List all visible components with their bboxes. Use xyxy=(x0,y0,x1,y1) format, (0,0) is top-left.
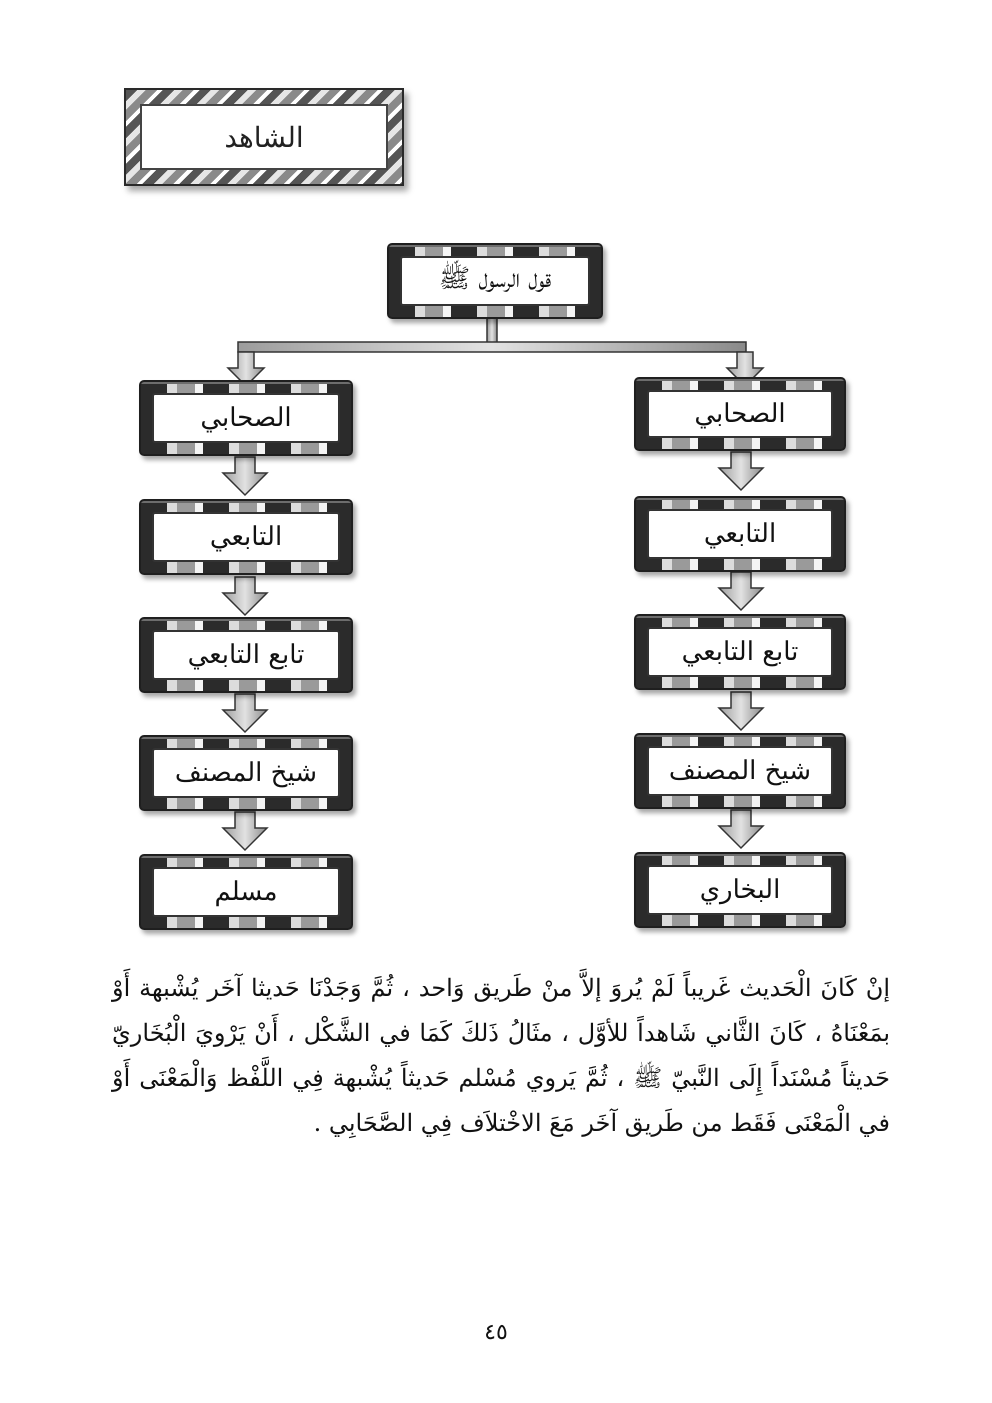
page-title: الشاهد xyxy=(140,104,388,170)
root-branch-connector xyxy=(238,318,746,352)
right-node-1-label: الصحابي xyxy=(647,390,833,438)
right-node-2 xyxy=(634,496,846,572)
left-arrow-3 xyxy=(223,694,267,732)
left-node-3 xyxy=(139,617,353,693)
left-node-1 xyxy=(139,380,353,456)
right-node-5 xyxy=(634,852,846,928)
right-node-4-label: شيخ المصنف xyxy=(647,746,833,796)
page-number: ٤٥ xyxy=(484,1320,508,1345)
right-arrow-3 xyxy=(719,692,763,730)
left-arrow-4 xyxy=(223,812,267,850)
left-node-2-label: التابعي xyxy=(152,512,340,562)
right-node-4 xyxy=(634,733,846,809)
right-node-5-label: البخاري xyxy=(647,865,833,915)
left-arrow-1 xyxy=(223,457,267,495)
root-node-label: قول الرسول ﷺ xyxy=(400,256,590,306)
left-node-5 xyxy=(139,854,353,930)
left-node-4 xyxy=(139,735,353,811)
right-arrow-1 xyxy=(719,452,763,490)
left-node-2 xyxy=(139,499,353,575)
right-node-1 xyxy=(634,377,846,451)
left-arrow-2 xyxy=(223,577,267,615)
root-node xyxy=(387,243,603,319)
left-node-3-label: تابع التابعي xyxy=(152,630,340,680)
body-paragraph: إنْ كَانَ الْحَديث غَريباً لَمْ يُروَ إلاَّ منْ طَريق وَاحد ، ثُمَّ وَجَدْنَا حَديثا آخَر يُشْبهة أَوْ بمَعْنَاهُ ، كَانَ الثَّاني شَاهداً للأوَّل ، مثَالُ ذَلكَ كَمَا في الشَّكْل ، أَنْ يَرْويَ الْبُخَاريّ حَديثاً مُسْنَداً إِلَى النَّبيّ ﷺ ، ثُمَّ يَروي مُسْلم حَديثاً يُشْبهة فِي اللَّفْظ وَالْمَعْنَى أَوْ في الْمَعْنَى فَقَط من طَريق آخَر مَعَ الاخْتلاَف فِي الصَّحَابِي . xyxy=(112,974,890,1137)
right-node-2-label: التابعي xyxy=(647,509,833,559)
left-node-4-label: شيخ المصنف xyxy=(152,748,340,798)
right-arrow-4 xyxy=(719,810,763,848)
right-node-3-label: تابع التابعي xyxy=(647,627,833,677)
right-arrow-2 xyxy=(719,572,763,610)
right-node-3 xyxy=(634,614,846,690)
left-node-1-label: الصحابي xyxy=(152,393,340,443)
left-node-5-label: مسلم xyxy=(152,867,340,917)
